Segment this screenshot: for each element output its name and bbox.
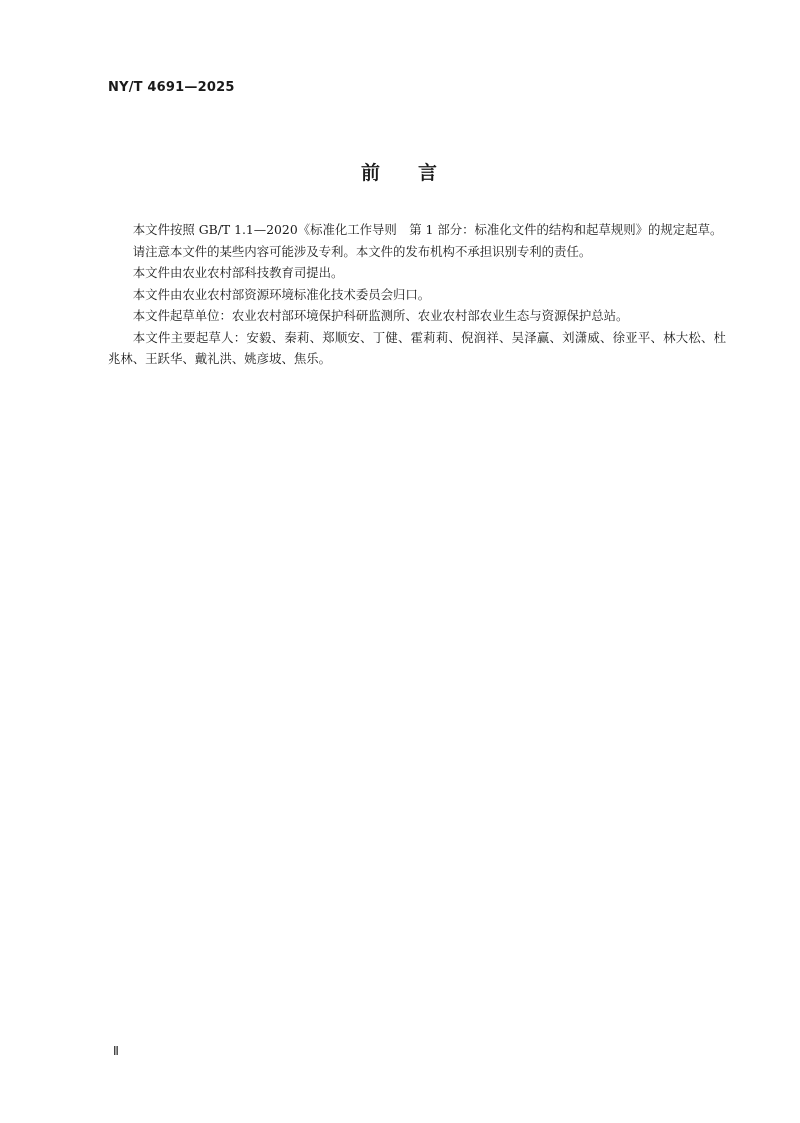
title-char-2: 言 [418,162,440,184]
paragraph-patent-notice: 请注意本文件的某些内容可能涉及专利。本文件的发布机构不承担识别专利的责任。 [132,243,592,259]
paragraph-centralized-by: 本文件由农业农村部资源环境标准化技术委员会归口。 [132,286,431,302]
page-title [0,158,800,185]
paragraph-drafting-rules: 本文件按照 GB/T 1.1—2020《标准化工作导则 第 1 部分：标准化文件的结构和起草规则》的规定起草。 [132,222,723,237]
page-number: Ⅱ [113,1044,119,1058]
paragraph-proposer: 本文件由农业农村部科技教育司提出。 [132,265,344,280]
paragraph-drafting-units: 本文件起草单位：农业农村部环境保护科研监测所、农业农村部农业生态与资源保护总站。 [132,308,629,323]
standard-code: NY/T 4691—2025 [108,80,235,95]
title-char-1: 前 [360,162,382,184]
paragraph-drafters: 本文件主要起草人：安毅、秦莉、郑顺安、丁健、霍莉莉、倪润祥、吴泽赢、刘潇威、徐亚平、林大松、杜兆林、王跃华、戴礼洪、姚彦坡、焦乐。 [108,329,726,366]
foreword-body [108,219,726,370]
